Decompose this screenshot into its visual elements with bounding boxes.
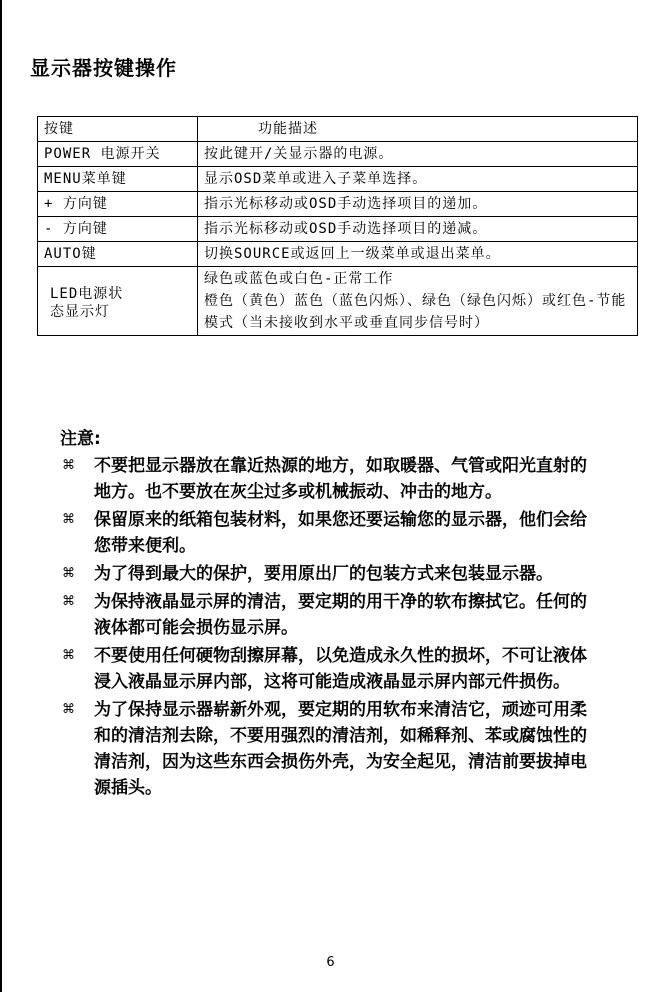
- led-key-cell: [38, 267, 198, 336]
- key-cell: POWER 电源开关: [38, 142, 198, 167]
- command-icon: ⌘: [62, 594, 75, 609]
- table-header-row: [38, 117, 638, 142]
- command-icon: ⌘: [62, 566, 75, 581]
- note-item: [60, 561, 590, 587]
- key-function-table: [37, 116, 638, 336]
- page-edge-line: [0, 0, 2, 992]
- command-icon: ⌘: [62, 702, 75, 717]
- note-item: [60, 589, 590, 641]
- table-row: [38, 142, 638, 167]
- note-item: [60, 643, 590, 695]
- note-text: 为了得到最大的保护，要用原出厂的包装方式来包装显示器。: [94, 564, 553, 584]
- led-key-line2: 态显示灯: [50, 304, 110, 320]
- description-cell: 指示光标移动或OSD手动选择项目的递减。: [198, 217, 638, 242]
- table-row-led: [38, 267, 638, 336]
- note-text: 不要使用任何硬物刮擦屏幕，以免造成永久性的损坏，不可让液体浸入液晶显示屏内部，这将可能造成液晶显示屏内部元件损伤。: [94, 646, 587, 692]
- note-item: [60, 697, 590, 801]
- command-icon: ⌘: [62, 648, 75, 663]
- note-text: 保留原来的纸箱包装材料，如果您还要运输您的显示器，他们会给您带来便利。: [94, 510, 587, 556]
- description-cell: 按此键开/关显示器的电源。: [198, 142, 638, 167]
- command-icon: ⌘: [62, 458, 75, 473]
- note-text: 为保持液晶显示屏的清洁，要定期的用干净的软布擦拭它。任何的液体都可能会损伤显示屏。: [94, 592, 587, 638]
- led-desc-line2: 橙色（黄色）蓝色（蓝色闪烁）、绿色（绿色闪烁）或红色-节能模式（当未接收到水平或垂直同步信号时）: [204, 293, 627, 331]
- note-text: 不要把显示器放在靠近热源的地方，如取暖器、气管或阳光直射的地方。也不要放在灰尘过多或机械振动、冲击的地方。: [94, 456, 587, 502]
- key-cell: + 方向键: [38, 192, 198, 217]
- page-number: 6: [326, 955, 335, 970]
- led-key-line1: LED电源状: [50, 286, 124, 302]
- notes-section: [60, 424, 590, 803]
- table-row: [38, 217, 638, 242]
- page-title: 显示器按键操作: [30, 56, 177, 80]
- header-key: 按键: [38, 117, 198, 142]
- key-cell: - 方向键: [38, 217, 198, 242]
- notes-title: 注意:: [60, 429, 101, 449]
- description-cell: 显示OSD菜单或进入子菜单选择。: [198, 167, 638, 192]
- header-description: 功能描述: [198, 117, 638, 142]
- description-cell: 指示光标移动或OSD手动选择项目的递加。: [198, 192, 638, 217]
- key-cell: MENU菜单键: [38, 167, 198, 192]
- table-row: [38, 242, 638, 267]
- table-row: [38, 192, 638, 217]
- key-cell: AUTO键: [38, 242, 198, 267]
- command-icon: ⌘: [62, 512, 75, 527]
- note-item: [60, 453, 590, 505]
- led-description-cell: [198, 267, 638, 336]
- note-item: [60, 507, 590, 559]
- note-text: 为了保持显示器崭新外观，要定期的用软布来清洁它，顽迹可用柔和的清洁剂去除，不要用强烈的清洁剂，如稀释剂、苯或腐蚀性的清洁剂，因为这些东西会损伤外壳，为安全起见，清洁前要拔掉电源插头。: [94, 700, 587, 798]
- description-cell: 切换SOURCE或返回上一级菜单或退出菜单。: [198, 242, 638, 267]
- led-desc-line1: 绿色或蓝色或白色-正常工作: [204, 271, 394, 287]
- table-row: [38, 167, 638, 192]
